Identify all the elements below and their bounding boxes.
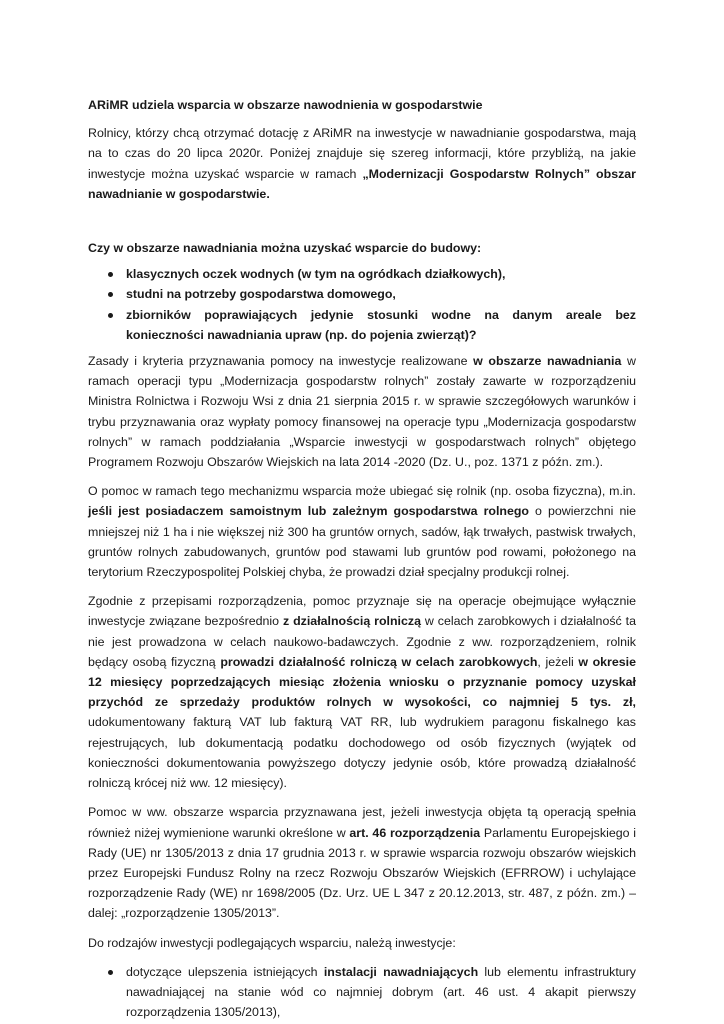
bold-run: prowadzi działalność rolniczą w celach zarobkowych: [220, 654, 538, 669]
bold-run: z działalnością rolniczą: [282, 614, 421, 629]
bold-run: w okresie 12 miesięcy poprzedzających miesiąc złożenia wniosku o przyznanie pomocy uzyskał przychód ze sprzedaży produktów rolnych w wysokości, co najmniej 5 tys. zł,: [88, 654, 636, 710]
text-run: dotyczące ulepszenia istniejących: [126, 964, 324, 979]
list-item: zbiorników poprawiających jedynie stosunki wodne na danym areale bez konieczności nawadniania upraw (np. do pojenia zwierząt)?: [88, 305, 636, 345]
list-item: klasycznych oczek wodnych (w tym na ogródkach działkowych),: [88, 264, 636, 284]
text-run: w ramach operacji typu „Modernizacja gospodarstw rolnych” zostały zawarte w rozporządzeniu Ministra Rolnictwa i Rozwoju Wsi z dnia 21 sierpnia 2015 r. w sprawie szczegółowych warunków i trybu przyznawania oraz wypłaty pomocy finansowej na operacje typu „Modernizacja gospodarstw rolnych” w ramach poddziałania „Wsparcie inwestycji w gospodarstwach rolnych” objętego Programem Rozwoju Obszarów Wiejskich na lata 2014 -2020 (Dz. U., poz. 1371 z późn. zm.).: [88, 354, 636, 470]
text-run: O pomoc w ramach tego mechanizmu wsparcia może ubiegać się rolnik (np. osoba fizyczna), m.in.: [88, 484, 636, 499]
bold-run: instalacji nawadniających: [323, 964, 479, 979]
text-run: Zgodnie z przepisami rozporządzenia, pomoc przyznaje się na operacje obejmujące wyłącznie inwestycje związane bezpośrednio: [88, 594, 636, 629]
list-item: studni na potrzeby gospodarstwa domowego,: [88, 284, 636, 304]
text-run: o powierzchni nie mniejszej niż 1 ha i nie większej niż 300 ha gruntów ornych, sadów, łąk trwałych, pastwisk trwałych, gruntów rolnych zabudowanych, gruntów pod stawami lub gruntów pod rowami, położonego na terytorium Rzeczypospolitej Polskiej chyba, że prowadzi dział specjalny produkcji rolnej.: [88, 504, 636, 580]
regulation-paragraph: [88, 591, 636, 793]
intro-text: Rolnicy, którzy chcą otrzymać dotację z ARiMR na inwestycje w nawadnianie gospodarstwa, mają na to czas do 20 lipca 2020r. Poniżej znajduje się szereg informacji, które przybliżą, na jakie inwestycje można uzyskać wsparcie w ramach: [88, 126, 636, 181]
question-heading: Czy w obszarze nawadniania można uzyskać wsparcie do budowy:: [88, 241, 482, 256]
rules-paragraph: [88, 351, 636, 472]
text-run: Zasady i kryteria przyznawania pomocy na inwestycje realizowane: [88, 354, 474, 369]
investment-list: [88, 962, 636, 1023]
text-run: , jeżeli: [537, 654, 579, 669]
text-run: udokumentowany fakturą VAT lub fakturą VAT RR, lub wydrukiem paragonu fiskalnego kas rejestrujących, lub dokumentacją podatku dochodowego od osób fizycznych (wyjątek od konieczności dokumentowania powyższego dotyczy jedynie osób, które prowadzą działalność rolniczą krócej niż ww. 12 miesięcy).: [88, 715, 636, 791]
intro-bold: „Modernizacji Gospodarstw Rolnych” obszar nawadnianie w gospodarstwie.: [88, 166, 636, 201]
bold-run: w obszarze nawadniania: [473, 354, 622, 369]
eligibility-paragraph: [88, 481, 636, 582]
text-run: w celach zarobkowych i działalność ta nie jest prowadzona w celach naukowo-badawczych. Zgodnie z ww. rozporządzeniem, rolnik będący osobą fizyczną: [88, 614, 636, 669]
text-run: Pomoc w ww. obszarze wsparcia przyznawana jest, jeżeli inwestycja objęta tą operacją spełnia również niżej wymienione warunki określone w: [88, 805, 636, 840]
question-list: [88, 264, 636, 345]
bold-run: jeśli jest posiadaczem samoistnym lub zależnym gospodarstwa rolnego: [88, 504, 529, 519]
article46-paragraph: [88, 802, 636, 923]
text-run: Parlamentu Europejskiego i Rady (UE) nr 1305/2013 z dnia 17 grudnia 2013 r. w sprawie wsparcia rozwoju obszarów wiejskich przez Europejski Fundusz Rolny na rzecz Rozwoju Obszarów Wiejskich (EFRROW) i uchylające rozporządzenie Rady (WE) nr 1698/2005 (Dz. Urz. UE L 347 z 20.12.2013, str. 487, z późn. zm.) – dalej: „rozporządzenie 1305/2013”.: [88, 825, 636, 921]
bold-run: art. 46 rozporządzenia: [349, 825, 481, 840]
investment-types-intro: Do rodzajów inwestycji podlegających wsparciu, należą inwestycje:: [88, 935, 456, 950]
list-item: [88, 962, 636, 1023]
document-title: ARiMR udziela wsparcia w obszarze nawodnienia w gospodarstwie: [88, 98, 483, 112]
text-run: lub elementu infrastruktury nawadniającej na stanie wód co najmniej dobrym (art. 46 ust. 4 akapit pierwszy rozporządzenia 1305/2013),: [126, 964, 636, 1020]
intro-paragraph: [88, 123, 636, 204]
